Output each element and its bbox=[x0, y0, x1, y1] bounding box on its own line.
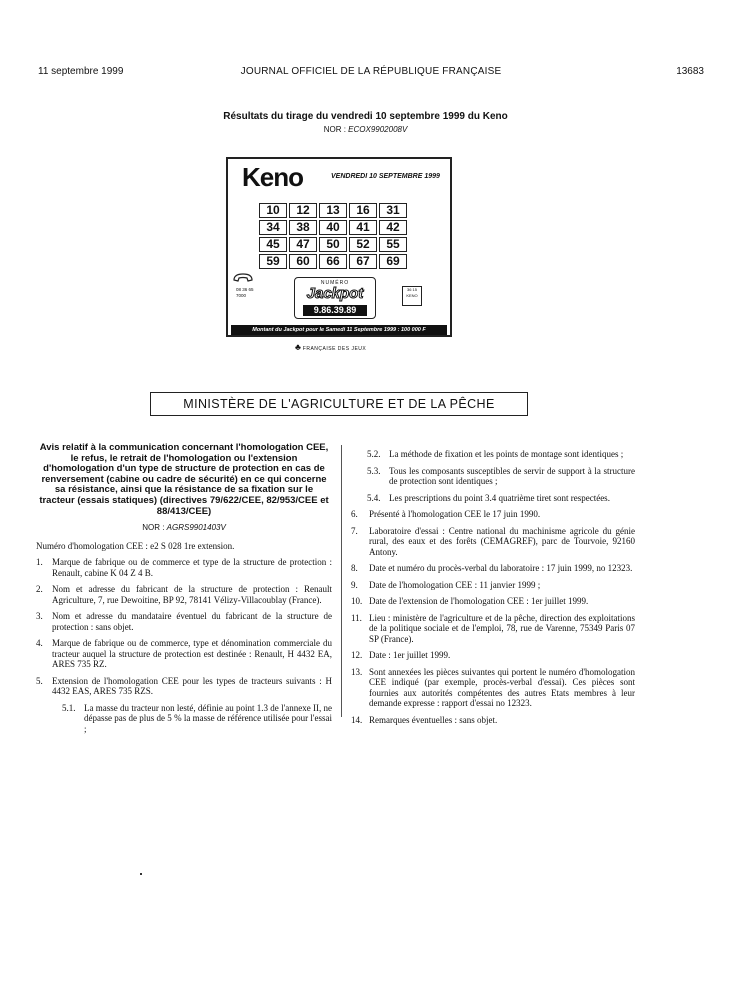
header-journal-title: JOURNAL OFFICIEL DE LA RÉPUBLIQUE FRANÇAISE bbox=[240, 66, 502, 77]
left-column bbox=[36, 443, 332, 734]
list-item bbox=[351, 509, 635, 520]
item-text: Date de l'extension de l'homologation CEE : 1er juillet 1999. bbox=[369, 596, 589, 606]
number-cell: 52 bbox=[349, 237, 377, 252]
notice-intro: Numéro d'homologation CEE : e2 S 028 1re extension. bbox=[36, 540, 235, 551]
number-cell: 12 bbox=[289, 203, 317, 218]
jackpot-amount-bar: Montant du Jackpot pour le Samedi 11 Septembre 1999 : 100 000 F bbox=[231, 325, 447, 335]
number-cell: 55 bbox=[379, 237, 407, 252]
nor-code: ECOX9902008V bbox=[348, 125, 408, 134]
notice-nor bbox=[36, 523, 332, 534]
item-number: 7. bbox=[351, 525, 358, 536]
item-text: Sont annexées les pièces suivantes qui portent le numéro d'homologation CEE indiqué (par exemple, procès-verbal d'essai). Ces pièces sont fournies aux autorités compétentes des autres Etats membres à leur demande expresse : rapport d'essai no 12323. bbox=[369, 666, 635, 708]
item-number: 1. bbox=[36, 557, 43, 568]
notice-nor-code: AGRS9901403V bbox=[166, 523, 226, 533]
list-item bbox=[351, 715, 635, 726]
number-cell: 45 bbox=[259, 237, 287, 252]
item-number: 10. bbox=[351, 596, 363, 606]
notice-title: Avis relatif à la communication concernant l'homologation CEE, le refus, le retrait de l'homologation ou l'extension d'homologation d'un type de structure de protection en cas de renversement (cabine ou cadre de sécurité) en ce qui concerne sa résistance, ainsi que la résistance de sa fixation sur le tracteur (essais statiques) (directives 79/622/CEE, 82/953/CEE et 88/413/CEE) bbox=[39, 442, 329, 517]
item-number: 8. bbox=[351, 563, 358, 573]
keno-section-title: Résultats du tirage du vendredi 10 septembre 1999 du Keno bbox=[223, 111, 508, 122]
item-text: Nom et adresse du mandataire éventuel du fabricant de la structure de protection : sans objet. bbox=[52, 611, 332, 632]
list-item bbox=[351, 526, 635, 558]
number-cell: 41 bbox=[349, 220, 377, 235]
clover-icon: ♣ bbox=[295, 342, 301, 352]
item-number: 12. bbox=[351, 650, 363, 660]
list-item bbox=[351, 449, 635, 460]
number-cell: 13 bbox=[319, 203, 347, 218]
numbers-row bbox=[259, 254, 407, 269]
right-column bbox=[351, 443, 635, 725]
list-item bbox=[351, 596, 635, 607]
number-cell: 67 bbox=[349, 254, 377, 269]
item-number: 5.2. bbox=[367, 449, 381, 459]
number-cell: 59 bbox=[259, 254, 287, 269]
item-text: La méthode de fixation et les points de montage sont identiques ; bbox=[389, 449, 624, 459]
list-item bbox=[351, 493, 635, 504]
list-item bbox=[351, 667, 635, 709]
numbers-grid bbox=[259, 203, 407, 271]
keno-ticket bbox=[226, 157, 452, 337]
item-number: 13. bbox=[351, 666, 363, 677]
item-text: Extension de l'homologation CEE pour les types de tracteurs suivants : H 4432 EAS, ARES 735 RZS. bbox=[52, 675, 332, 697]
number-cell: 66 bbox=[319, 254, 347, 269]
jackpot-label: NUMÉRO bbox=[320, 280, 350, 286]
list-item bbox=[351, 563, 635, 574]
item-text: Laboratoire d'essai : Centre national du machinisme agricole du génie rural, des eaux et des forêts (CEMAGREF), parc de Tourvoie, 92160 Antony. bbox=[369, 525, 635, 557]
header-date: 11 septembre 1999 bbox=[38, 66, 124, 77]
number-cell: 50 bbox=[319, 237, 347, 252]
list-item bbox=[36, 638, 332, 670]
numbers-row bbox=[259, 203, 407, 218]
jackpot-box bbox=[294, 277, 376, 319]
phone-icon bbox=[232, 271, 254, 285]
item-number: 11. bbox=[351, 612, 362, 623]
fdj-brand bbox=[295, 342, 366, 352]
number-cell: 31 bbox=[379, 203, 407, 218]
item-number: 3. bbox=[36, 611, 43, 622]
item-text: Date de l'homologation CEE : 11 janvier 1999 ; bbox=[369, 579, 541, 590]
item-text: Marque de fabrique ou de commerce, type et dénomination commerciale du tracteur auquel la structure de protection est destinée : Renault, H 4432 EA, ARES 735 RZ. bbox=[52, 638, 332, 670]
keno-nor bbox=[0, 125, 731, 134]
item-number: 5.1. bbox=[62, 702, 76, 713]
notice-nor-label: NOR : bbox=[142, 523, 165, 533]
nor-label: NOR : bbox=[323, 125, 346, 134]
ticket-date: VENDREDI 10 SEPTEMBRE 1999 bbox=[331, 173, 440, 180]
column-divider bbox=[341, 445, 342, 717]
number-cell: 16 bbox=[349, 203, 377, 218]
list-item bbox=[351, 613, 635, 645]
number-cell: 40 bbox=[319, 220, 347, 235]
list-item bbox=[36, 676, 332, 697]
list-item bbox=[36, 557, 332, 578]
item-text: Date et numéro du procès-verbal du laboratoire : 17 juin 1999, no 12323. bbox=[369, 563, 633, 573]
page-header bbox=[38, 66, 704, 82]
list-item bbox=[36, 584, 332, 605]
jackpot-number: 9.86.39.89 bbox=[303, 305, 367, 316]
number-cell: 60 bbox=[289, 254, 317, 269]
keno-logo: Keno bbox=[242, 162, 303, 192]
number-cell: 42 bbox=[379, 220, 407, 235]
number-cell: 38 bbox=[289, 220, 317, 235]
number-cell: 47 bbox=[289, 237, 317, 252]
item-text: Tous les composants susceptibles de servir de support à la structure de protection sont identiques ; bbox=[389, 465, 635, 486]
item-number: 5. bbox=[36, 675, 43, 686]
item-number: 6. bbox=[351, 509, 358, 519]
numbers-row bbox=[259, 220, 407, 235]
header-page-number: 13683 bbox=[676, 66, 704, 77]
item-number: 14. bbox=[351, 714, 363, 725]
item-text: La masse du tracteur non lesté, définie au point 1.3 de l'annexe II, ne dépasse pas de plus de 5 % la masse de référence utilisée pour l'essai ; bbox=[84, 702, 332, 734]
list-item bbox=[36, 611, 332, 632]
item-text: Marque de fabrique ou de commerce et type de la structure de protection : Renault, cabine K 04 Z 4 B. bbox=[52, 557, 332, 578]
item-text: Remarques éventuelles : sans objet. bbox=[369, 714, 498, 725]
item-number: 2. bbox=[36, 584, 43, 595]
scan-speck bbox=[140, 873, 142, 875]
item-number: 4. bbox=[36, 638, 43, 649]
jackpot-word: Jackpot bbox=[306, 285, 364, 302]
item-number: 9. bbox=[351, 579, 358, 590]
number-cell: 69 bbox=[379, 254, 407, 269]
list-item bbox=[351, 466, 635, 487]
list-item bbox=[351, 650, 635, 661]
item-text: Date : 1er juillet 1999. bbox=[369, 650, 451, 660]
number-cell: 10 bbox=[259, 203, 287, 218]
number-cell: 34 bbox=[259, 220, 287, 235]
item-text: Nom et adresse du fabricant de la structure de protection : Renault Agriculture, 7, rue Dewoitine, BP 92, 78141 Vélizy-Villacoublay (France). bbox=[52, 584, 332, 605]
minitel-box: 36 15 KENO bbox=[402, 286, 422, 306]
item-text: Lieu : ministère de l'agriculture et de la pêche, direction des exploitations de la politique sociale et de l'emploi, 78, rue de Varenne, 75349 Paris 07 SP (France). bbox=[369, 612, 635, 644]
item-text: Présenté à l'homologation CEE le 17 juin 1990. bbox=[369, 509, 541, 519]
phone-number bbox=[236, 287, 254, 299]
phone-number-text: 08 36 65 7000 bbox=[236, 287, 254, 298]
list-item bbox=[36, 703, 332, 735]
fdj-brand-text: FRANÇAISE DES JEUX bbox=[302, 346, 367, 352]
item-text: Les prescriptions du point 3.4 quatrième tiret sont respectées. bbox=[389, 492, 610, 503]
numbers-row bbox=[259, 237, 407, 252]
item-number: 5.4. bbox=[367, 492, 381, 503]
list-item bbox=[351, 580, 635, 591]
ministry-heading: MINISTÈRE DE L'AGRICULTURE ET DE LA PÊCHE bbox=[150, 392, 528, 416]
item-number: 5.3. bbox=[367, 465, 381, 476]
